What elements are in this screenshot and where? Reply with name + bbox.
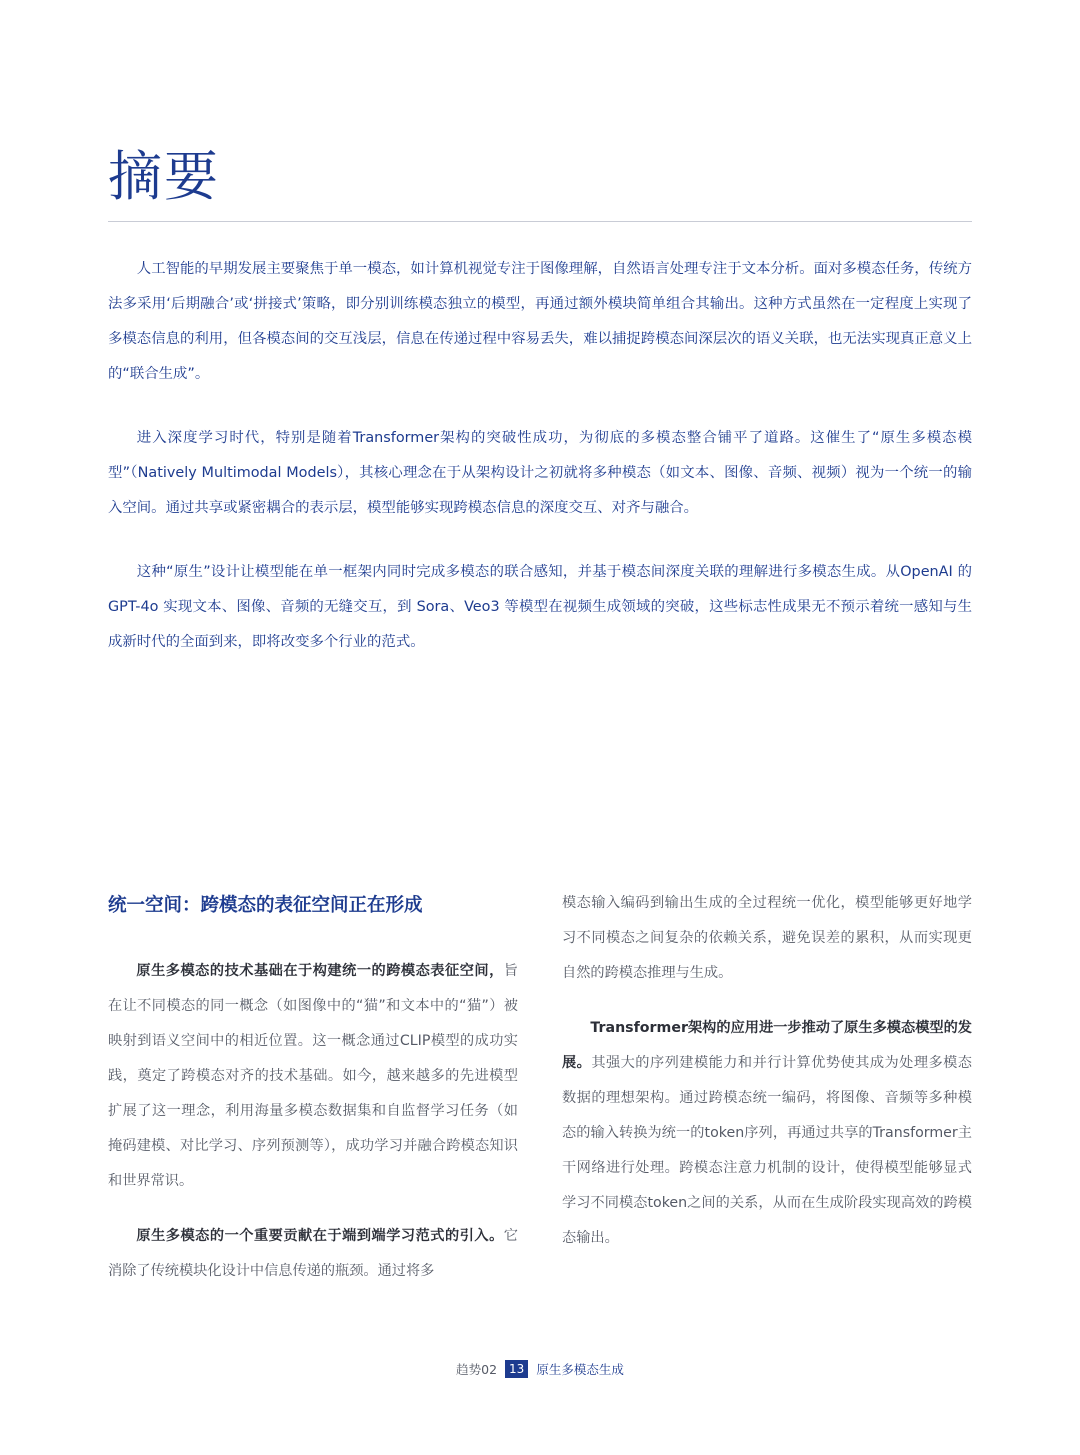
body-paragraph-2 xyxy=(108,1219,518,1289)
body-paragraph-1 xyxy=(108,954,518,1199)
right-column xyxy=(562,886,972,1276)
title-divider xyxy=(108,221,972,222)
paragraph-lead: Transformer架构的应用进一步推动了原生多模态模型的发展。 xyxy=(562,1020,972,1071)
paragraph-lead: 原生多模态的一个重要贡献在于端到端学习范式的引入。 xyxy=(136,1228,504,1244)
abstract xyxy=(108,252,972,689)
left-column xyxy=(108,886,518,1309)
page-title: 摘要 xyxy=(108,145,220,208)
body-paragraph-2-continued: 模态输入编码到输出生成的全过程统一优化，模型能够更好地学习不同模态之间复杂的依赖关系，避免误差的累积，从而实现更自然的跨模态推理与生成。 xyxy=(562,895,972,981)
abstract-paragraph-2: 进入深度学习时代，特别是随着Transformer架构的突破性成功，为彻底的多模态整合铺平了道路。这催生了“原生多模态模型”（Natively Multimodal Models），其核心理念在于从架构设计之初就将多种模态（如文本、图像、音频、视频）视为一个统一的输入空间。通过共享或紧密耦合的表示层，模型能够实现跨模态信息的深度交互、对齐与融合。 xyxy=(108,430,972,516)
section-heading: 统一空间：跨模态的表征空间正在形成 xyxy=(108,895,423,916)
footer-chapter: 趋势02 xyxy=(456,1362,498,1377)
footer-section-title: 原生多模态生成 xyxy=(536,1362,624,1377)
abstract-paragraph-1: 人工智能的早期发展主要聚焦于单一模态，如计算机视觉专注于图像理解，自然语言处理专注于文本分析。面对多模态任务，传统方法多采用‘后期融合’或‘拼接式’策略，即分别训练模态独立的模型，再通过额外模块简单组合其输出。这种方式虽然在一定程度上实现了多模态信息的利用，但各模态间的交互浅层，信息在传递过程中容易丢失，难以捕捉跨模态间深层次的语义关联，也无法实现真正意义上的“联合生成”。 xyxy=(108,261,972,382)
paragraph-text: 它消除了传统模块化设计中信息传递的瓶颈。通过将多 xyxy=(108,1228,518,1279)
paragraph-text: 其强大的序列建模能力和并行计算优势使其成为处理多模态数据的理想架构。通过跨模态统一编码，将图像、音频等多种模态的输入转换为统一的token序列，再通过共享的Transformer主干网络进行处理。跨模态注意力机制的设计，使得模型能够显式学习不同模态token之间的关系，从而在生成阶段实现高效的跨模态输出。 xyxy=(562,1055,972,1246)
page-footer xyxy=(0,1360,1080,1378)
page-number: 13 xyxy=(505,1360,528,1378)
abstract-paragraph-3: 这种“原生”设计让模型能在单一框架内同时完成多模态的联合感知，并基于模态间深度关联的理解进行多模态生成。从OpenAI 的 GPT-4o 实现文本、图像、音频的无缝交互，到 Sora、Veo3 等模型在视频生成领域的突破，这些标志性成果无不预示着统一感知与生成新时代的全面到来，即将改变多个行业的范式。 xyxy=(108,564,972,650)
paragraph-text: 旨在让不同模态的同一概念（如图像中的“猫”和文本中的“猫”）被映射到语义空间中的相近位置。这一概念通过CLIP模型的成功实践，奠定了跨模态对齐的技术基础。如今，越来越多的先进模型扩展了这一理念，利用海量多模态数据集和自监督学习任务（如掩码建模、对比学习、序列预测等），成功学习并融合跨模态知识和世界常识。 xyxy=(108,963,518,1189)
body-paragraph-3 xyxy=(562,1011,972,1256)
paragraph-lead: 原生多模态的技术基础在于构建统一的跨模态表征空间， xyxy=(136,963,504,979)
